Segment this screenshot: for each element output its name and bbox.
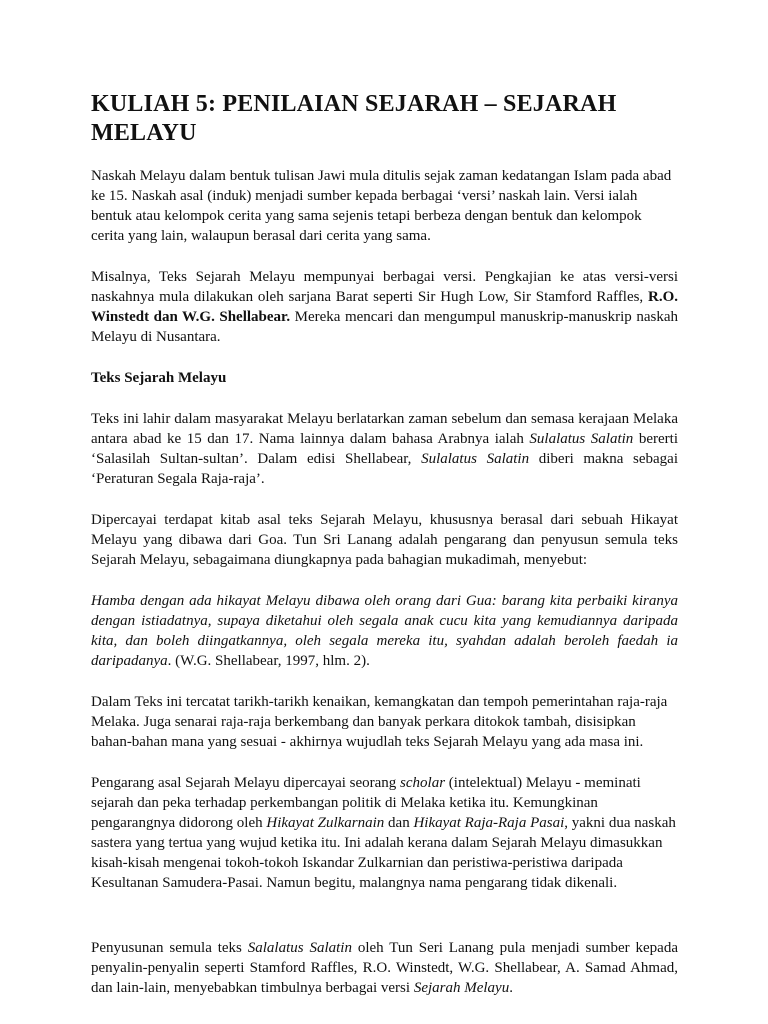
italic-text: Sejarah Melayu — [413, 980, 510, 996]
text-run: bererti ‘Salasilah Sultan-sultan’. Dalam edisi Shellabear, — [91, 431, 678, 467]
italic-text: Sulalatus Salatin — [529, 431, 634, 447]
paragraph-dates: Dalam Teks ini tercatat tarikh-tarikh kenaikan, kemangkatan dan tempoh pemerintahan raja-raja Melaka. Juga senarai raja-raja berkembang dan banyak perkara ditokok tambah, disisipkan bahan-bahan mana yang sesuai - akhirnya wujudlah teks Sejarah Melayu yang ada masa ini. — [91, 694, 668, 750]
text-run: Misalnya, Teks Sejarah Melayu mempunyai berbagai versi. Pengkajian ke atas versi-versi naskahnya mula dilakukan oleh sarjana Barat seperti Sir Hugh Low, Sir Stamford Raffles, — [91, 269, 678, 305]
italic-text: Salalatus Salatin — [247, 940, 352, 956]
text-run: diberi makna sebagai ‘Peraturan Segala Raja-raja’. — [91, 451, 679, 487]
text-run: Teks ini lahir dalam masyarakat Melayu berlatarkan zaman sebelum dan semasa kerajaan Melaka antara abad ke 15 dan 17. Nama lainnya dalam bahasa Arabnya ialah — [91, 411, 678, 447]
italic-text: scholar — [400, 775, 446, 791]
quote-citation: . (W.G. Shellabear, 1997, hlm. 2). — [167, 653, 370, 669]
text-run: Pengarang asal Sejarah Melayu dipercayai seorang — [91, 775, 401, 791]
spacer — [91, 914, 678, 938]
paragraph-intro: Naskah Melayu dalam bentuk tulisan Jawi mula ditulis sejak zaman kedatangan Islam pada abad ke 15. Naskah asal (induk) menjadi sumber kepada berbagai ‘versi’ naskah lain. Versi ialah bentuk atau kelompok cerita yang sama sejenis tetapi berbeza dengan bentuk dan kelompok cerita yang lain, walaupun berasal dari cerita yang sama. — [91, 168, 672, 244]
text-run: Mereka mencari dan mengumpul manuskrip-manuskrip naskah Melayu di Nusantara. — [91, 309, 678, 345]
text-run: (intelektual) Melayu - meminati sejarah dan peka terhadap perkembangan politik di Melaka ketika itu. Kemungkinan pengarangnya didorong oleh — [91, 775, 641, 831]
italic-text: Hikayat Zulkarnain — [266, 815, 385, 831]
paragraph-goa: Dipercayai terdapat kitab asal teks Sejarah Melayu, khususnya berasal dari sebuah Hikayat Melayu yang dibawa dari Goa. Tun Sri Lanang adalah pengarang dan penyusun semula teks Sejarah Melayu, sebagaimana diungkapnya pada bahagian mukadimah, menyebut: — [91, 512, 678, 568]
text-run: Penyusunan semula teks — [91, 940, 248, 956]
quotation — [91, 591, 678, 671]
italic-text: Hikayat Raja-Raja Pasai — [413, 815, 565, 831]
text-run: dan — [384, 815, 414, 831]
italic-text: Sulalatus Salatin — [421, 451, 530, 467]
paragraph-versions — [91, 267, 678, 347]
paragraph-compilation — [91, 938, 678, 998]
text-run: , yakni dua naskah sastera yang tertua yang wujud ketika itu. Ini adalah kerana dalam Sejarah Melayu dimasukkan kisah-kisah mengenai tokoh-tokoh Iskandar Zulkarnian dan peristiwa-peristiwa daripada Kesultanan Samudera-Pasai. Namun begitu, malangnya nama pengarang tidak dikenali. — [91, 815, 676, 891]
paragraph-origin — [91, 409, 678, 489]
text-run: oleh Tun Seri Lanang pula menjadi sumber kepada penyalin-penyalin seperti Stamford Raffles, R.O. Winstedt, W.G. Shellabear, A. Samad Ahmad, dan lain-lain, menyebabkan timbulnya berbagai versi — [91, 940, 678, 996]
paragraph-author — [91, 773, 678, 893]
text-run: . — [509, 980, 513, 996]
bold-text: R.O. Winstedt dan W.G. Shellabear. — [91, 289, 678, 325]
quote-text: Hamba dengan ada hikayat Melayu dibawa oleh orang dari Gua: barang kita perbaiki kiranya dengan istiadatnya, supaya diketahui oleh segala anak cucu kita yang kemudiannya daripada kita, dan boleh diingatkannya, oleh segala mereka itu, syahdan adalah beroleh faedah ia daripadanya — [91, 593, 678, 669]
subheading: Teks Sejarah Melayu — [91, 370, 227, 386]
document-title: KULIAH 5: PENILAIAN SEJARAH – SEJARAH MELAYU — [91, 91, 617, 146]
